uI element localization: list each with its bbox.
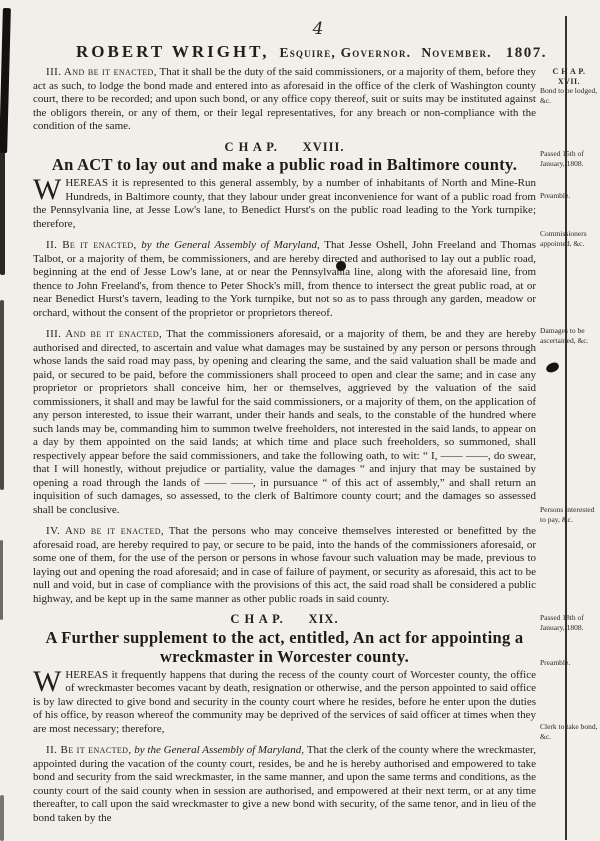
running-header (76, 42, 547, 62)
chap19-heading: C H A P. XIX. (230, 612, 339, 626)
enacting-clause-lead: III. And be it enacted, (46, 66, 157, 78)
margin-note-commissioners: Commissioners appointed, &c. (540, 229, 587, 248)
enacting-clause-lead: II. Be it enacted, (46, 239, 137, 251)
enacting-authority: by the General Assembly of Maryland, (131, 744, 307, 756)
margin-rule-line (565, 16, 567, 840)
margin-chap-number: XVII. (557, 76, 581, 86)
scan-edge-artifact (0, 795, 4, 841)
chap18-preamble (33, 173, 536, 231)
margin-note-preamble-chap18: Preamble. (540, 191, 571, 200)
preamble-text: it is represented to this general assembly, by a number of inhabitants of North and Mine-Run Hundreds, in Baltimore county, that they labour under great inconvenience for want of a public road from the Pennsylvania line, at Jesse Low's lane, to Benedict Hurst's on the public road leading to the York turnpike; therefore, (33, 177, 536, 230)
margin-note-damages: Damages to be ascertained, &c. (540, 326, 589, 345)
margin-note-chap17 (540, 67, 598, 105)
enacting-authority: by the General Assembly of Maryland, (136, 239, 325, 251)
scan-edge-artifact (0, 145, 5, 275)
margin-chap-label: C H A P. (552, 67, 586, 76)
preamble-lead: HEREAS (65, 177, 109, 189)
section-text: That Jesse Oshell, John Freeland and Thomas Talbot, or a majority of them, be commissioners, and are hereby directed and authorised to lay out a public road, beginning at the end of Jesse Low's lane, at or near the Pennsylvania line, along with the aforesaid line, from thence to John Freeland's, from thence to Peter Shock's mill, from thence to intersect the great public road, at or near Benedict Hurst's tavern, leading to the York turnpike, but not so as to pass through any garden, meadow or orchard, without the consent of the proprietor or proprietors thereof. (33, 239, 536, 319)
section-text: That the clerk of the county where the wreckmaster, appointed during the vacation of the county court, resides, be and he is hereby authorised and empowered to take bond and security from the said wreckmaster, in the same manner, and upon the same terms and conditions, as the county court of the said county when in session are authorised, and empowered at their next term, or at any time thereafter, to call upon the said wreckmaster to give a new bond with security, of the same tenor, and in lieu of the bond taken by the (33, 744, 536, 824)
drop-cap: W (33, 664, 62, 698)
enacting-clause-lead: IV. And be it enacted, (46, 525, 165, 537)
chap18-act-title: An ACT to lay out and make a public road in Baltimore county. (51, 155, 518, 174)
drop-cap: W (33, 173, 62, 206)
enacting-clause-lead: II. Be it enacted, (46, 744, 132, 756)
section-text: That the persons who may conceive themselves interested or benefitted by the aforesaid road, are hereby required to pay, or secure to be paid, into the hands of the commissioners aforesaid, or some one of them, for the use of the person or persons in whose favour such valuation may be made, previous to laying out and opening the road aforesaid; and in case of failure of payment, or security as aforesaid, this act to be null and void, but in case of compliance with the provisions of this act, the said road shall be considered a public highway, and be kept up in the same manner as other public roads in said county. (33, 525, 536, 605)
margin-note-passed-chap18: Passed 15th of January, 1808. (540, 149, 584, 168)
chap19-section-2 (33, 744, 536, 825)
session-year: 1807. (505, 45, 547, 61)
preamble-text: it frequently happens that during the recess of the county court of Worcester county, the office of wreckmaster becomes vacant by death, resignation or otherwise, and the person appointed to said office is by law directed to give bond and security in the county court where he resides, before he enter upon the duties of his office, by reason whereof the community may be deprived of the services of said officer at times when they are most necessary; therefore, (33, 668, 536, 735)
chap18-section-3 (33, 328, 536, 517)
preamble-lead: HEREAS (65, 668, 109, 681)
margin-note-clerk-bond: Clerk to take bond, &c. (540, 722, 598, 741)
body-text-column (33, 66, 536, 825)
chap19-act-title: A Further supplement to the act, entitled, An act for appointing a wreckmaster in Worcester county. (45, 627, 524, 666)
folio-page-number: 4 (312, 19, 324, 39)
chap18-section-2 (33, 239, 536, 320)
chap19-preamble (33, 664, 536, 737)
governor-name: ROBERT WRIGHT, (76, 42, 270, 61)
margin-note-text: Bond to be lodged, &c. (540, 86, 598, 105)
section-text: That it shall be the duty of the said commissioners, or a majority of them, before they act as such, to lodge the bond made and entered into as aforesaid in the office of the clerk of Washington county court, there to be recorded; and upon such bond, or any office copy thereof, suit or suits may be instituted against the obligors therein, or any of them, or their legal representatives, for any breach or non-compliance with the condition of the same. (33, 66, 537, 132)
scan-edge-artifact (0, 300, 4, 490)
chap17-section-3 (33, 66, 536, 134)
chap18-heading: C H A P. XVIII. (224, 139, 345, 154)
enacting-clause-lead: III. And be it enacted, (46, 328, 163, 340)
chap18-section-4 (33, 525, 536, 606)
margin-note-preamble-chap19: Preamble. (540, 658, 571, 667)
margin-note-passed-chap19: Passed 18th of January, 1808. (540, 613, 584, 632)
scan-edge-artifact (0, 540, 3, 620)
section-text: That the commissioners aforesaid, or a majority of them, be and they are hereby authorised and directed, to ascertain and value what damages may be sustained by any person or persons through whose lands the said road may pass, by opening and clearing the same, and the said valuation shall be made and paid, or secured to be paid, before the commissioners shall proceed to open and clear the same; and in case any proprietor or proprietors shall conceive him, her or themselves, aggrieved by the valuation of the said commissioners, it shall and may be lawful for the said commissioners, or a majority of them, on the application of any person interested, to issue their warrant, under their hands and seals, to the constable of the hundred where such lands may be, commanding him to summon twelve freeholders, not interested in the said lands, to appear on a day by them appointed on the said lands; at which time and place such freeholders, so summoned, shall respectively appear before the said commissioners, and take the following oath, to wit: “ I, —— ——, do swear, that I will honestly, without prejudice or partiality, value the damages “ and injury that may be sustained by opening a road through the lands of —— ——, in pursuance “ of this act of assembly,” and shall return an inquisition of such damages, so assessed, to the clerk of Baltimore county court; and the damages so assessed shall be conclusive. (33, 328, 537, 516)
margin-note-persons-interested: Persons interested to pay, &c. (540, 505, 595, 524)
session-month: November. (421, 45, 492, 60)
ink-blot (545, 361, 560, 373)
governor-title: Esquire, Governor. (279, 45, 412, 60)
